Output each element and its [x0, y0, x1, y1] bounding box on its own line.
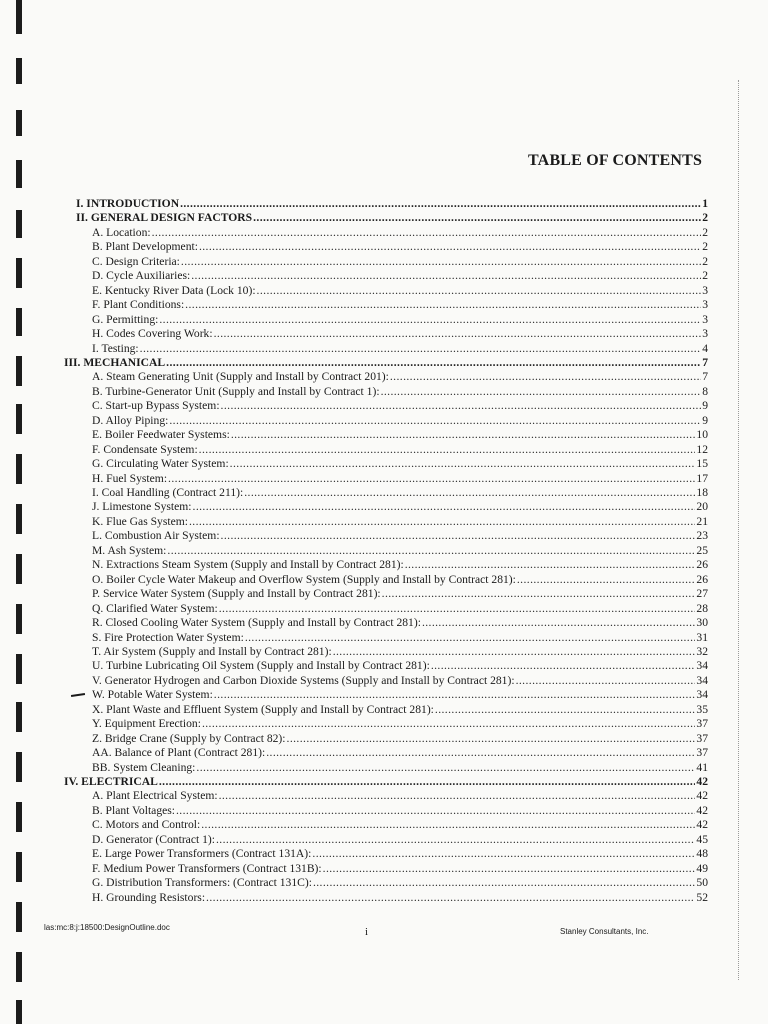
- dot-leader: [189, 514, 695, 529]
- toc-entry-page: 23: [696, 529, 708, 543]
- dot-leader: [167, 543, 695, 558]
- dot-leader: [159, 774, 696, 789]
- dot-leader: [312, 846, 695, 861]
- toc-entry-page: 31: [696, 630, 708, 644]
- dot-leader: [159, 312, 701, 327]
- binder-hole: [16, 454, 22, 484]
- toc-entry-page: 3: [702, 312, 708, 326]
- toc-entry: [92, 846, 708, 861]
- toc-entry-page: 21: [696, 514, 708, 528]
- toc-entry-page: 20: [696, 500, 708, 514]
- toc-entry-label: E. Kentucky River Data (Lock 10):: [92, 283, 256, 297]
- toc-entry: [92, 254, 708, 269]
- toc-entry-page: 37: [696, 746, 708, 760]
- toc-entry: [92, 225, 708, 240]
- dot-leader: [216, 832, 695, 847]
- toc-entry: [92, 760, 708, 775]
- page-title: TABLE OF CONTENTS: [528, 152, 703, 169]
- toc-entry: [92, 586, 708, 601]
- binder-hole: [16, 1000, 22, 1024]
- binder-hole: [16, 654, 22, 684]
- toc-entry: [92, 601, 708, 616]
- toc-entry: [92, 398, 708, 413]
- toc-entry-label: F. Plant Conditions:: [92, 298, 185, 312]
- toc-entry-label: F. Condensate System:: [92, 442, 198, 456]
- toc-entry-label: H. Fuel System:: [92, 471, 168, 485]
- dot-leader: [221, 528, 696, 543]
- toc-entry-label: E. Boiler Feedwater Systems:: [92, 428, 230, 442]
- toc-entry-label: K. Flue Gas System:: [92, 514, 188, 528]
- toc-entry-label: N. Extractions Steam System (Supply and Install by Contract 281):: [92, 558, 404, 572]
- toc-entry-label: U. Turbine Lubricating Oil System (Supply and Install by Contract 281):: [92, 659, 430, 673]
- toc-entry-page: 37: [696, 717, 708, 731]
- toc-entry-label: S. Fire Protection Water System:: [92, 630, 244, 644]
- toc-entry: [92, 572, 708, 587]
- toc-entry-label: II. GENERAL DESIGN FACTORS: [76, 211, 253, 225]
- binder-hole: [16, 58, 22, 84]
- toc-entry-label: D. Alloy Piping:: [92, 413, 169, 427]
- toc-entry: [92, 485, 708, 500]
- toc-entry-page: 48: [696, 847, 708, 861]
- toc-entry: [76, 196, 708, 211]
- dot-leader: [181, 254, 701, 269]
- toc-entry-label: F. Medium Power Transformers (Contract 131B):: [92, 861, 322, 875]
- toc-entry-page: 27: [696, 587, 708, 601]
- dot-leader: [257, 283, 702, 298]
- toc-entry-page: 3: [702, 327, 708, 341]
- toc-entry-page: 7: [702, 370, 708, 384]
- toc-entry-label: III. MECHANICAL: [64, 355, 166, 369]
- dot-leader: [253, 210, 701, 225]
- toc-entry-page: 10: [696, 428, 708, 442]
- dot-leader: [435, 702, 696, 717]
- footer-file-reference: las:mc:8:j:18500:DesignOutline.doc: [44, 923, 170, 932]
- toc-entry-page: 15: [696, 457, 708, 471]
- binder-hole: [16, 852, 22, 882]
- binder-hole: [16, 902, 22, 932]
- toc-entry-label: R. Closed Cooling Water System (Supply and Install by Contract 281):: [92, 616, 421, 630]
- toc-entry-page: 52: [696, 890, 708, 904]
- toc-entry-label: C. Design Criteria:: [92, 254, 180, 268]
- toc-entry-label: I. INTRODUCTION: [76, 197, 180, 210]
- dot-leader: [180, 196, 701, 211]
- toc-entry-page: 45: [696, 832, 708, 846]
- dot-leader: [405, 557, 696, 572]
- toc-entry-page: 3: [702, 283, 708, 297]
- toc-entry-label: G. Circulating Water System:: [92, 457, 229, 471]
- toc-entry: [92, 471, 708, 486]
- toc-entry: [92, 239, 708, 254]
- dot-leader: [199, 239, 701, 254]
- toc-entry-label: I. Coal Handling (Contract 211):: [92, 486, 244, 499]
- binder-hole: [16, 952, 22, 982]
- toc-entry-label: L. Combustion Air System:: [92, 529, 220, 543]
- binder-hole: [16, 160, 22, 188]
- dot-leader: [422, 615, 695, 630]
- toc-entry-label: H. Grounding Resistors:: [92, 890, 206, 904]
- toc-entry: [92, 658, 708, 673]
- toc-entry: [64, 774, 708, 789]
- toc-entry-page: 2: [702, 269, 708, 283]
- toc-entry-label: Y. Equipment Erection:: [92, 717, 201, 731]
- toc-entry-page: 42: [696, 789, 708, 803]
- binder-hole: [16, 404, 22, 434]
- toc-entry-label: D. Generator (Contract 1):: [92, 832, 215, 846]
- toc-entry: [92, 687, 708, 702]
- toc-entry-page: 8: [702, 384, 708, 398]
- toc-entry-label: G. Distribution Transformers: (Contract 131C):: [92, 876, 312, 890]
- dot-leader: [196, 760, 695, 775]
- binder-hole: [16, 210, 22, 238]
- dot-leader: [140, 341, 702, 356]
- toc-entry: [92, 745, 708, 760]
- toc-entry-page: 18: [696, 486, 708, 499]
- toc-entry-page: 34: [696, 673, 708, 687]
- binder-hole: [16, 604, 22, 634]
- toc-entry-label: E. Large Power Transformers (Contract 131A):: [92, 847, 312, 861]
- toc-entry: [92, 312, 708, 327]
- dot-leader: [390, 369, 701, 384]
- toc-entry-label: A. Steam Generating Unit (Supply and Install by Contract 201):: [92, 370, 389, 384]
- toc-entry-page: 1: [702, 197, 708, 210]
- toc-entry-page: 50: [696, 876, 708, 890]
- page-edge-shadow: [738, 80, 740, 980]
- toc-entry-page: 41: [696, 760, 708, 774]
- dot-leader: [166, 355, 701, 370]
- dot-leader: [219, 788, 696, 803]
- toc-entry-label: B. Plant Voltages:: [92, 803, 175, 817]
- dot-leader: [199, 442, 696, 457]
- toc-entry-label: T. Air System (Supply and Install by Contract 281):: [92, 644, 332, 658]
- toc-entry-label: J. Limestone System:: [92, 500, 192, 514]
- toc-entry-page: 26: [696, 558, 708, 572]
- dot-leader: [231, 427, 696, 442]
- toc-entry: [92, 341, 708, 356]
- dot-leader: [381, 384, 702, 399]
- dot-leader: [333, 644, 696, 659]
- dot-leader: [287, 731, 696, 746]
- toc-entry-page: 34: [696, 688, 708, 702]
- toc-entry-page: 2: [702, 211, 708, 225]
- toc-entry: [92, 557, 708, 572]
- dot-leader: [193, 499, 696, 514]
- toc-entry: [92, 875, 708, 890]
- dot-leader: [516, 673, 696, 688]
- toc-entry-page: 17: [696, 471, 708, 485]
- dot-leader: [185, 297, 701, 312]
- toc-entry-label: A. Location:: [92, 225, 151, 239]
- toc-entry-page: 37: [696, 731, 708, 745]
- dot-leader: [221, 398, 702, 413]
- dot-leader: [244, 485, 695, 500]
- toc-entry-page: 42: [696, 775, 708, 788]
- toc-entry: [92, 283, 708, 298]
- toc-entry-label: D. Cycle Auxiliaries:: [92, 269, 191, 283]
- toc-entry-page: 4: [702, 341, 708, 355]
- toc-entry-page: 42: [696, 803, 708, 817]
- dot-leader: [245, 630, 696, 645]
- dot-leader: [202, 716, 695, 731]
- toc-entry-label: W. Potable Water System:: [92, 688, 213, 702]
- toc-entry-page: 2: [702, 254, 708, 268]
- toc-entry-label: IV. ELECTRICAL: [64, 775, 158, 788]
- dot-leader: [201, 817, 695, 832]
- binder-hole: [16, 308, 22, 336]
- toc-entry-page: 34: [696, 659, 708, 673]
- binder-hole: [16, 752, 22, 782]
- toc-entry-label: BB. System Cleaning:: [92, 760, 196, 774]
- toc-entry: [92, 384, 708, 399]
- toc-entry: [92, 803, 708, 818]
- toc-entry-label: X. Plant Waste and Effluent System (Supply and Install by Contract 281):: [92, 702, 434, 716]
- toc-entry: [92, 890, 708, 905]
- toc-entry: [92, 528, 708, 543]
- toc-entry-label: P. Service Water System (Supply and Install by Contract 281):: [92, 587, 381, 601]
- binder-hole: [16, 554, 22, 584]
- toc-entry: [92, 861, 708, 876]
- toc-entry: [92, 731, 708, 746]
- toc-entry: [92, 499, 708, 514]
- toc-entry-label: Z. Bridge Crane (Supply by Contract 82):: [92, 731, 286, 745]
- toc-entry: [76, 210, 708, 225]
- dot-leader: [219, 601, 696, 616]
- toc-entry: [92, 413, 708, 428]
- dot-leader: [169, 413, 701, 428]
- toc-entry-label: I. Testing:: [92, 341, 139, 355]
- binder-hole: [16, 258, 22, 288]
- dot-leader: [431, 658, 696, 673]
- toc-entry: [92, 788, 708, 803]
- toc-entry: [92, 817, 708, 832]
- dot-leader: [214, 326, 702, 341]
- toc-entry-label: B. Plant Development:: [92, 240, 198, 254]
- dot-leader: [266, 745, 695, 760]
- dot-leader: [517, 572, 696, 587]
- toc-entry-page: 35: [696, 702, 708, 716]
- toc-entry: [92, 442, 708, 457]
- toc-entry-page: 26: [696, 572, 708, 586]
- toc-entry-page: 12: [696, 442, 708, 456]
- toc-entry: [92, 456, 708, 471]
- toc-entry: [92, 673, 708, 688]
- toc-entry: [92, 630, 708, 645]
- dot-leader: [206, 890, 695, 905]
- toc-entry-page: 28: [696, 601, 708, 615]
- toc-entry-page: 3: [702, 298, 708, 312]
- toc-entry: [92, 615, 708, 630]
- dot-leader: [313, 875, 695, 890]
- toc-entry-label: H. Codes Covering Work:: [92, 327, 213, 341]
- toc-entry-label: A. Plant Electrical System:: [92, 789, 218, 803]
- toc-entry-label: G. Permitting:: [92, 312, 159, 326]
- toc-entry-label: V. Generator Hydrogen and Carbon Dioxide Systems (Supply and Install by Contract 281):: [92, 673, 515, 687]
- toc-entry: [92, 716, 708, 731]
- binder-hole: [16, 0, 22, 34]
- dot-leader: [214, 687, 696, 702]
- toc-entry: [92, 702, 708, 717]
- toc-entry: [92, 369, 708, 384]
- toc-entry-page: 30: [696, 616, 708, 630]
- toc-entry: [92, 326, 708, 341]
- toc-entry-label: C. Motors and Control:: [92, 818, 201, 832]
- binder-hole: [16, 802, 22, 832]
- toc-entry-page: 2: [702, 225, 708, 239]
- footer-company: Stanley Consultants, Inc.: [560, 927, 649, 936]
- dot-leader: [168, 471, 695, 486]
- footer-page-number: i: [365, 926, 369, 938]
- toc-entry-label: B. Turbine-Generator Unit (Supply and Install by Contract 1):: [92, 384, 380, 398]
- binder-hole: [16, 356, 22, 386]
- binder-hole: [16, 702, 22, 732]
- dot-leader: [176, 803, 695, 818]
- toc-entry-page: 7: [702, 355, 708, 369]
- toc-entry: [92, 427, 708, 442]
- toc-entry: [92, 514, 708, 529]
- toc-entry-page: 32: [696, 644, 708, 658]
- dot-leader: [382, 586, 696, 601]
- toc-entry: [92, 543, 708, 558]
- dot-leader: [191, 268, 701, 283]
- toc-entry-page: 9: [702, 413, 708, 427]
- toc-entry: [92, 832, 708, 847]
- toc-entry: [92, 644, 708, 659]
- toc-entry-label: Q. Clarified Water System:: [92, 601, 218, 615]
- binder-hole: [16, 504, 22, 534]
- dot-leader: [323, 861, 696, 876]
- toc-entry: [92, 297, 708, 312]
- toc-entry-page: 25: [696, 543, 708, 557]
- handwritten-mark: [71, 693, 85, 697]
- toc-entry-label: O. Boiler Cycle Water Makeup and Overflow System (Supply and Install by Contract 281):: [92, 572, 516, 586]
- toc-entry-label: AA. Balance of Plant (Contract 281):: [92, 746, 266, 760]
- dot-leader: [230, 456, 696, 471]
- binder-hole: [16, 110, 22, 136]
- toc-entry-label: M. Ash System:: [92, 543, 167, 557]
- toc-entry-label: C. Start-up Bypass System:: [92, 399, 220, 413]
- toc-entry-page: 2: [702, 240, 708, 254]
- toc-entry: [92, 268, 708, 283]
- toc-entry-page: 49: [696, 861, 708, 875]
- toc-entry: [64, 355, 708, 370]
- toc-entry-page: 9: [702, 399, 708, 413]
- toc-entry-page: 42: [696, 818, 708, 832]
- dot-leader: [152, 225, 702, 240]
